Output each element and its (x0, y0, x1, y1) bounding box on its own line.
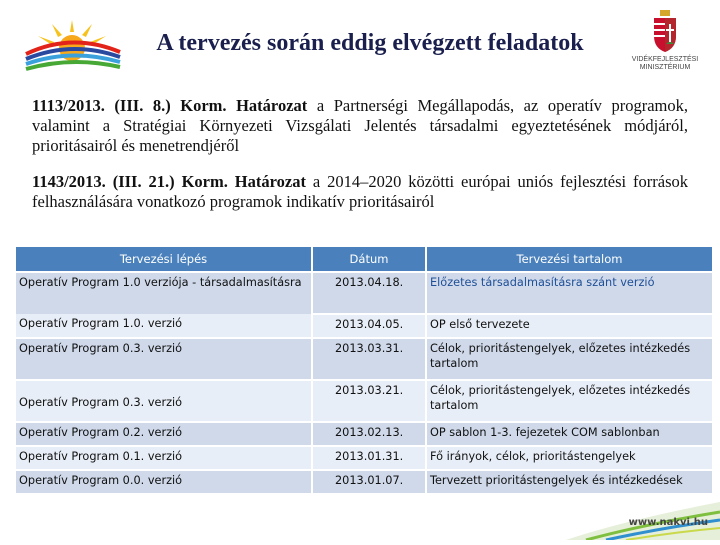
cell-content: Tervezett prioritástengelyek és intézkedések (426, 470, 712, 493)
planning-steps-table (16, 247, 712, 493)
resolution-1-text: a Partnerségi Megállapodás, az operatív programok, valamint a Stratégiai Környezeti Vizsgálati Jelentés társadalmi egyeztetésének módjáról, prioritásairól és menetrendjéről (32, 96, 689, 155)
table-row (16, 380, 712, 422)
cell-content: Előzetes társadalmasításra szánt verzió (426, 272, 712, 314)
table-row (16, 422, 712, 446)
table-row (16, 446, 712, 470)
header-step: Tervezési lépés (16, 247, 312, 272)
cell-date: 2013.01.07. (312, 470, 426, 493)
cell-content: Célok, prioritástengelyek, előzetes intézkedés tartalom (426, 338, 712, 380)
cell-content: Célok, prioritástengelyek, előzetes intézkedés tartalom (426, 380, 712, 422)
cell-step: Operatív Program 0.2. verzió (16, 422, 312, 446)
table-row (16, 314, 712, 338)
cell-date: 2013.04.05. (312, 314, 426, 338)
table-row (16, 338, 712, 380)
cell-step: Operatív Program 1.0 verziója - társadalmasításra (16, 272, 312, 314)
coat-of-arms-icon (630, 8, 700, 56)
cell-step: Operatív Program 0.0. verzió (16, 470, 312, 493)
ministry-caption-line2: MINISZTÉRIUM (639, 64, 691, 71)
footer-url: www.nakvi.hu (628, 517, 708, 528)
resolution-2-text: a 2014–2020 közötti európai uniós fejlesztési források felhasználására vonatkozó programok indikatív prioritásairól (32, 172, 688, 211)
resolution-1-ref: 1113/2013. (III. 8.) Korm. Határozat (32, 96, 308, 115)
wave-decoration-icon (566, 490, 720, 540)
cell-date: 2013.01.31. (312, 446, 426, 470)
footer-logo (566, 490, 720, 540)
ministry-caption-line1: VIDÉKFEJLESZTÉSI (631, 56, 699, 63)
table-header-row (16, 247, 712, 272)
cell-step: Operatív Program 1.0. verzió (16, 314, 312, 338)
cell-step: Operatív Program 0.3. verzió (16, 338, 312, 380)
cell-step: Operatív Program 0.3. verzió (16, 380, 312, 422)
header-date: Dátum (312, 247, 426, 272)
resolution-paragraph-1 (32, 96, 688, 156)
table-row (16, 272, 712, 314)
cell-date: 2013.02.13. (312, 422, 426, 446)
header-content: Tervezési tartalom (426, 247, 712, 272)
cell-date: 2013.04.18. (312, 272, 426, 314)
ministry-emblem (630, 8, 700, 72)
resolution-paragraph-2 (32, 172, 688, 212)
cell-step: Operatív Program 0.1. verzió (16, 446, 312, 470)
cell-content: OP első tervezete (426, 314, 712, 338)
cell-date: 2013.03.21. (312, 380, 426, 422)
cell-content: OP sablon 1-3. fejezetek COM sablonban (426, 422, 712, 446)
cell-date: 2013.03.31. (312, 338, 426, 380)
cell-content: Fő irányok, célok, prioritástengelyek (426, 446, 712, 470)
resolution-2-ref: 1143/2013. (III. 21.) Korm. Határozat (32, 172, 306, 191)
page-title: A tervezés során eddig elvégzett feladatok (156, 30, 584, 56)
